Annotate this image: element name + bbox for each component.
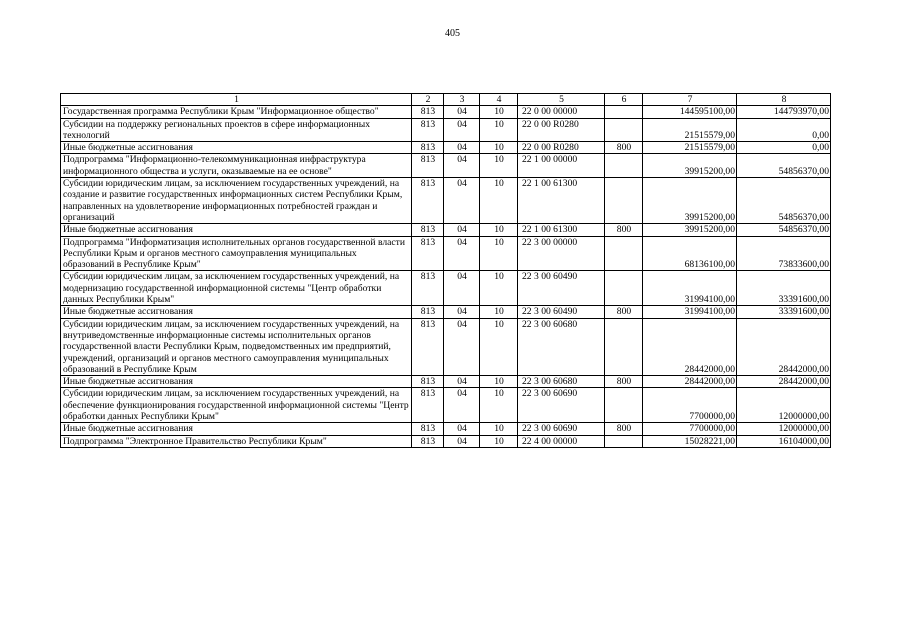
table-row: [61, 142, 831, 154]
cell-section: 04: [444, 423, 480, 435]
cell-amount-2: 54856370,00: [737, 178, 831, 224]
cell-target: 22 0 00 R0280: [518, 118, 605, 142]
cell-code: 813: [412, 236, 444, 271]
cell-code: 813: [412, 423, 444, 435]
cell-amount-1: 15028221,00: [643, 435, 737, 447]
header-cell: 8: [737, 94, 831, 106]
cell-subsection: 10: [480, 106, 518, 118]
cell-subsection: 10: [480, 306, 518, 318]
cell-expense-type: 800: [605, 423, 643, 435]
header-cell: 1: [61, 94, 412, 106]
cell-subsection: 10: [480, 154, 518, 178]
row-name: Подпрограмма "Информатизация исполнительных органов государственной власти Республики Крым и органов местного самоуправления муниципальных образований в Республике Крым": [61, 236, 412, 271]
cell-expense-type: [605, 118, 643, 142]
cell-expense-type: [605, 435, 643, 447]
cell-section: 04: [444, 318, 480, 375]
cell-code: 813: [412, 106, 444, 118]
cell-section: 04: [444, 271, 480, 306]
cell-section: 04: [444, 388, 480, 423]
cell-amount-1: 21515579,00: [643, 118, 737, 142]
table-row: [61, 376, 831, 388]
cell-amount-2: 73833600,00: [737, 236, 831, 271]
cell-code: 813: [412, 154, 444, 178]
cell-amount-1: 39915200,00: [643, 178, 737, 224]
header-cell: 4: [480, 94, 518, 106]
cell-target: 22 0 00 00000: [518, 106, 605, 118]
cell-amount-1: 7700000,00: [643, 388, 737, 423]
table-row: [61, 388, 831, 423]
row-name: Субсидии на поддержку региональных проектов в сфере информационных технологий: [61, 118, 412, 142]
table-row: [61, 106, 831, 118]
table-row: [61, 423, 831, 435]
cell-code: 813: [412, 435, 444, 447]
cell-section: 04: [444, 142, 480, 154]
cell-code: 813: [412, 224, 444, 236]
cell-code: 813: [412, 178, 444, 224]
cell-amount-1: 31994100,00: [643, 271, 737, 306]
header-cell: 3: [444, 94, 480, 106]
cell-subsection: 10: [480, 236, 518, 271]
cell-code: 813: [412, 118, 444, 142]
cell-section: 04: [444, 224, 480, 236]
cell-expense-type: 800: [605, 142, 643, 154]
row-name: Иные бюджетные ассигнования: [61, 142, 412, 154]
cell-target: 22 3 00 60690: [518, 388, 605, 423]
cell-subsection: 10: [480, 388, 518, 423]
cell-amount-2: 16104000,00: [737, 435, 831, 447]
table-row: [61, 154, 831, 178]
cell-amount-2: 33391600,00: [737, 306, 831, 318]
row-name: Субсидии юридическим лицам, за исключением государственных учреждений, на создание и развитие государственных информационных систем Республики Крым, направленных на удовлетворение информационных потребностей граждан и организаций: [61, 178, 412, 224]
cell-expense-type: [605, 178, 643, 224]
cell-section: 04: [444, 154, 480, 178]
cell-target: 22 3 00 60680: [518, 376, 605, 388]
cell-amount-2: 0,00: [737, 142, 831, 154]
cell-amount-1: 31994100,00: [643, 306, 737, 318]
cell-section: 04: [444, 376, 480, 388]
cell-target: 22 3 00 60490: [518, 271, 605, 306]
row-name: Иные бюджетные ассигнования: [61, 423, 412, 435]
cell-section: 04: [444, 306, 480, 318]
cell-amount-1: 28442000,00: [643, 376, 737, 388]
cell-amount-2: 54856370,00: [737, 154, 831, 178]
cell-section: 04: [444, 118, 480, 142]
cell-expense-type: [605, 154, 643, 178]
cell-expense-type: [605, 388, 643, 423]
page-number: 405: [445, 28, 460, 39]
header-cell: 6: [605, 94, 643, 106]
table-row: [61, 306, 831, 318]
cell-target: 22 3 00 60690: [518, 423, 605, 435]
header-cell: 7: [643, 94, 737, 106]
cell-subsection: 10: [480, 423, 518, 435]
cell-subsection: 10: [480, 224, 518, 236]
cell-target: 22 4 00 00000: [518, 435, 605, 447]
cell-code: 813: [412, 376, 444, 388]
cell-amount-1: 28442000,00: [643, 318, 737, 375]
cell-amount-2: 33391600,00: [737, 271, 831, 306]
cell-expense-type: 800: [605, 306, 643, 318]
cell-expense-type: [605, 318, 643, 375]
cell-target: 22 1 00 00000: [518, 154, 605, 178]
table-header-row: [61, 94, 831, 106]
cell-section: 04: [444, 106, 480, 118]
cell-section: 04: [444, 178, 480, 224]
cell-expense-type: 800: [605, 224, 643, 236]
cell-code: 813: [412, 388, 444, 423]
table-row: [61, 178, 831, 224]
cell-amount-1: 21515579,00: [643, 142, 737, 154]
cell-amount-2: 0,00: [737, 118, 831, 142]
cell-amount-1: 39915200,00: [643, 224, 737, 236]
cell-code: 813: [412, 271, 444, 306]
cell-target: 22 1 00 61300: [518, 224, 605, 236]
cell-expense-type: [605, 106, 643, 118]
cell-amount-2: 28442000,00: [737, 318, 831, 375]
header-cell: 2: [412, 94, 444, 106]
cell-target: 22 0 00 R0280: [518, 142, 605, 154]
cell-amount-2: 54856370,00: [737, 224, 831, 236]
cell-amount-1: 144595100,00: [643, 106, 737, 118]
cell-code: 813: [412, 142, 444, 154]
cell-code: 813: [412, 306, 444, 318]
cell-expense-type: 800: [605, 376, 643, 388]
cell-amount-2: 12000000,00: [737, 388, 831, 423]
cell-target: 22 1 00 61300: [518, 178, 605, 224]
cell-subsection: 10: [480, 435, 518, 447]
row-name: Иные бюджетные ассигнования: [61, 306, 412, 318]
row-name: Субсидии юридическим лицам, за исключением государственных учреждений, на обеспечение функционирования государственной информационной системы "Центр обработки данных Республики Крым": [61, 388, 412, 423]
table-row: [61, 435, 831, 447]
row-name: Иные бюджетные ассигнования: [61, 376, 412, 388]
row-name: Государственная программа Республики Крым "Информационное общество": [61, 106, 412, 118]
cell-target: 22 3 00 00000: [518, 236, 605, 271]
row-name: Подпрограмма "Информационно-телекоммуникационная инфраструктура информационного общества и услуги, оказываемые на ее основе": [61, 154, 412, 178]
header-cell: 5: [518, 94, 605, 106]
cell-amount-2: 12000000,00: [737, 423, 831, 435]
cell-section: 04: [444, 236, 480, 271]
row-name: Иные бюджетные ассигнования: [61, 224, 412, 236]
table-row: [61, 271, 831, 306]
cell-subsection: 10: [480, 142, 518, 154]
cell-expense-type: [605, 271, 643, 306]
cell-amount-1: 68136100,00: [643, 236, 737, 271]
cell-code: 813: [412, 318, 444, 375]
cell-subsection: 10: [480, 318, 518, 375]
row-name: Субсидии юридическим лицам, за исключением государственных учреждений, на модернизацию государственной информационной системы "Центр обработки данных Республики Крым": [61, 271, 412, 306]
row-name: Подпрограмма "Электронное Правительство Республики Крым": [61, 435, 412, 447]
cell-subsection: 10: [480, 178, 518, 224]
cell-amount-2: 144793970,00: [737, 106, 831, 118]
cell-amount-2: 28442000,00: [737, 376, 831, 388]
row-name: Субсидии юридическим лицам, за исключением государственных учреждений, на внутриведомственные информационные системы исполнительных органов государственной власти Республики Крым, подведомственных им предприятий, учреждений, организаций и органов местного самоуправления муниципальных образований в Республике Крым: [61, 318, 412, 375]
cell-expense-type: [605, 236, 643, 271]
cell-target: 22 3 00 60680: [518, 318, 605, 375]
table-row: [61, 236, 831, 271]
cell-amount-1: 39915200,00: [643, 154, 737, 178]
table-row: [61, 224, 831, 236]
cell-subsection: 10: [480, 376, 518, 388]
cell-subsection: 10: [480, 118, 518, 142]
cell-section: 04: [444, 435, 480, 447]
cell-subsection: 10: [480, 271, 518, 306]
budget-table: [60, 93, 831, 448]
table-row: [61, 118, 831, 142]
cell-amount-1: 7700000,00: [643, 423, 737, 435]
cell-target: 22 3 00 60490: [518, 306, 605, 318]
table-row: [61, 318, 831, 375]
